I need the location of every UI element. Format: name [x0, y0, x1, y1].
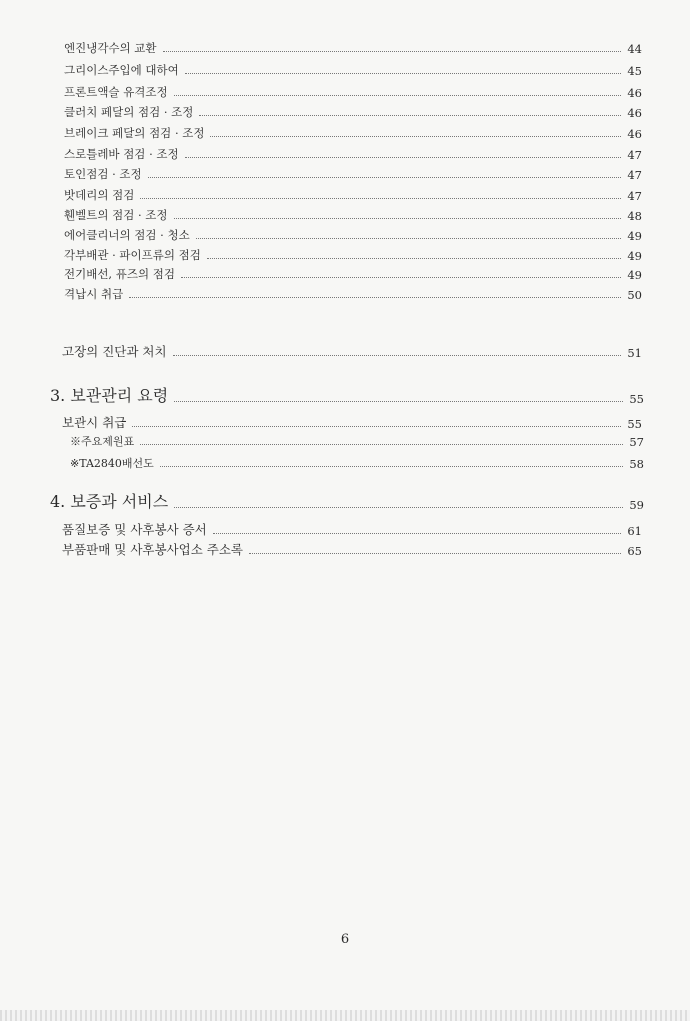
toc-entry [62, 540, 642, 558]
toc-entry-label: 프론트액슬 유격조정 [64, 85, 168, 99]
toc-entry [64, 187, 642, 203]
toc-note-entry [70, 455, 644, 471]
toc-entry-label: 에어클리너의 점검 · 청소 [64, 228, 190, 242]
toc-entry-label: 품질보증 및 사후봉사 증서 [62, 522, 207, 537]
toc-entry-page: 48 [627, 209, 642, 223]
leader-dots [160, 466, 624, 467]
leader-dots [140, 198, 621, 199]
leader-dots [148, 177, 622, 178]
toc-entry-label: 밧데리의 점검 [64, 188, 135, 202]
toc-entry-diagnosis [62, 342, 642, 360]
toc-note-entry [70, 433, 644, 449]
toc-entry-page: 51 [627, 346, 642, 360]
toc-entry-page: 49 [627, 268, 642, 282]
leader-dots [196, 238, 622, 239]
leader-dots [181, 277, 621, 278]
leader-dots [140, 444, 623, 445]
toc-section-3 [50, 384, 644, 406]
toc-entry [64, 146, 642, 162]
toc-entry-label: 스로틀레바 점검 · 조정 [64, 147, 179, 161]
toc-entry-label: 토인점검 · 조정 [64, 167, 142, 181]
toc-entry-label: 그리이스주입에 대하여 [64, 63, 179, 77]
leader-dots [129, 297, 621, 298]
leader-dots [174, 95, 622, 96]
leader-dots [210, 136, 621, 137]
leader-dots [174, 507, 623, 508]
toc-entry-page: 47 [627, 168, 642, 182]
toc-entry [64, 84, 642, 100]
toc-entry [64, 166, 642, 182]
toc-entry-label: 고장의 진단과 처치 [62, 344, 167, 359]
leader-dots [207, 258, 622, 259]
toc-entry-page: 46 [627, 127, 642, 141]
toc-entry-page: 49 [627, 229, 642, 243]
scan-edge-artifact [0, 1010, 690, 1021]
toc-entry [62, 413, 642, 431]
leader-dots [173, 355, 622, 356]
toc-entry-label: 전기배선, 퓨즈의 점검 [64, 267, 175, 281]
toc-entry [64, 227, 642, 243]
toc-entry [64, 207, 642, 223]
leader-dots [185, 157, 622, 158]
toc-entry-label: 휀벨트의 점검 · 조정 [64, 208, 168, 222]
toc-entry-label: 엔진냉각수의 교환 [64, 41, 157, 55]
leader-dots [199, 115, 621, 116]
toc-entry-page: 59 [629, 498, 644, 512]
toc-entry-page: 58 [629, 457, 644, 471]
toc-entry-page: 55 [627, 417, 642, 431]
toc-entry-label: 격납시 취급 [64, 287, 124, 301]
toc-entry [64, 40, 642, 56]
toc-entry [64, 286, 642, 302]
toc-entry [64, 62, 642, 78]
toc-entry-page: 47 [627, 148, 642, 162]
toc-entry-page: 47 [627, 189, 642, 203]
toc-entry-label: ※TA2840배선도 [70, 457, 154, 470]
page-number: 6 [340, 932, 350, 947]
toc-entry-label: 부품판매 및 사후봉사업소 주소록 [62, 542, 243, 557]
toc-entry [64, 247, 642, 263]
toc-entry-label: 클러치 페달의 점검 · 조정 [64, 105, 194, 119]
leader-dots [174, 401, 623, 402]
toc-entry-page: 44 [627, 42, 642, 56]
toc-entry-label: 브레이크 페달의 점검 · 조정 [64, 126, 205, 140]
toc-entry-page: 57 [629, 435, 644, 449]
toc-entry-page: 46 [627, 106, 642, 120]
leader-dots [174, 218, 622, 219]
leader-dots [163, 51, 622, 52]
toc-entry [62, 520, 642, 538]
toc-entry-page: 49 [627, 249, 642, 263]
leader-dots [213, 533, 622, 534]
leader-dots [185, 73, 622, 74]
toc-entry-page: 55 [629, 392, 644, 406]
toc-entry-page: 45 [627, 64, 642, 78]
toc-entry [64, 104, 642, 120]
toc-entry-page: 61 [627, 524, 642, 538]
section-heading: 3. 보관관리 요령 [50, 386, 169, 405]
leader-dots [132, 426, 621, 427]
toc-entry [64, 125, 642, 141]
toc-entry-page: 46 [627, 86, 642, 100]
toc-entry-page: 65 [627, 544, 642, 558]
toc-entry-label: ※주요제원표 [70, 435, 135, 448]
toc-section-4 [50, 490, 644, 512]
toc-entry [64, 266, 642, 282]
toc-entry-label: 보관시 취급 [62, 415, 127, 430]
section-heading: 4. 보증과 서비스 [50, 492, 169, 511]
leader-dots [249, 553, 621, 554]
toc-entry-label: 각부배관 · 파이프류의 점검 [64, 248, 201, 262]
toc-entry-page: 50 [627, 288, 642, 302]
